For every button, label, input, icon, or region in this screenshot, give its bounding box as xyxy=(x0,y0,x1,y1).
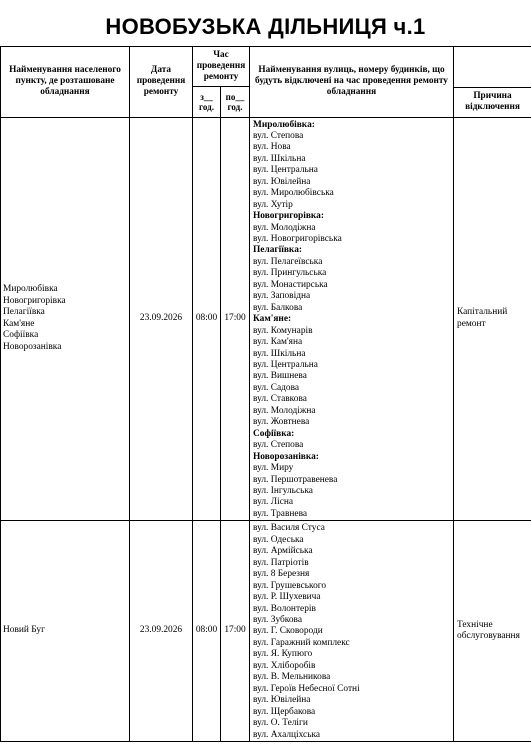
street-name: вул. Новогригорівська xyxy=(253,234,342,245)
header-time: Час проведення ремонту xyxy=(193,47,250,87)
street-name: вул. Першотравенева xyxy=(253,474,338,485)
reason-cell: Технічне обслуговування xyxy=(454,521,531,742)
street-name: вул. Ставкова xyxy=(253,394,307,405)
street-name: вул. Шкільна xyxy=(253,153,306,164)
street-name: вул. Степова xyxy=(253,130,304,141)
street-name: вул. Грушевського xyxy=(253,580,327,591)
streets-cell xyxy=(250,117,454,521)
street-name: вул. Ювілейна xyxy=(253,695,311,706)
locality-name: Новорозанівка xyxy=(3,341,62,352)
date-cell: 23.09.2026 xyxy=(130,521,193,742)
street-name: вул. Щербакова xyxy=(253,706,316,717)
street-name: вул. Армійська xyxy=(253,546,313,557)
village-heading: Миролюбівка: xyxy=(253,119,315,130)
street-name: вул. Миру xyxy=(253,463,294,474)
street-name: вул. Лісна xyxy=(253,497,294,508)
street-name: вул. Балкова xyxy=(253,302,303,313)
street-name: вул. Одеська xyxy=(253,534,304,545)
street-name: вул. Волонтерів xyxy=(253,603,316,614)
locality-cell xyxy=(1,117,130,521)
street-name: вул. Вишнева xyxy=(253,371,307,382)
locality-name: Софіївка xyxy=(3,330,39,341)
street-name: вул. Центральна xyxy=(253,165,318,176)
street-name: вул. Пелагеївська xyxy=(253,256,323,267)
street-name: вул. Комунарів xyxy=(253,325,313,336)
street-name: вул. Садова xyxy=(253,382,300,393)
header-streets: Найменування вулиць, номеру будинків, що будуть відключені на час проведення ремонту обладнання xyxy=(250,47,454,118)
locality-name: Пелагіївка xyxy=(3,307,45,318)
street-name: вул. Шкільна xyxy=(253,348,306,359)
village-heading: Софіївка: xyxy=(253,428,295,439)
street-name: вул. Степова xyxy=(253,440,304,451)
street-name: вул. Кам'яна xyxy=(253,337,303,348)
time-from-cell: 08:00 xyxy=(193,117,221,521)
street-name: вул. Хутір xyxy=(253,199,293,210)
header-date: Дата проведення ремонту xyxy=(130,47,193,118)
locality-name: Кам'яне xyxy=(3,318,35,329)
street-name: вул. Р. Шухевича xyxy=(253,592,321,603)
header-locality: Найменування населеного пункту, де розташоване обладнання xyxy=(1,47,130,118)
header-reason-blank xyxy=(454,47,531,87)
street-name: вул. Ювілейна xyxy=(253,176,311,187)
locality-cell xyxy=(1,521,130,742)
header-from: з__ год. xyxy=(193,87,221,118)
street-name: вул. Монастирська xyxy=(253,279,328,290)
village-heading: Новогригорівка: xyxy=(253,211,324,222)
street-name: вул. Зубкова xyxy=(253,614,303,625)
header-to: по__ год. xyxy=(221,87,250,118)
street-name: вул. Патріотів xyxy=(253,557,309,568)
header-reason: Причина відключення xyxy=(454,87,531,117)
street-name: вул. Прингульська xyxy=(253,268,327,279)
table-row xyxy=(1,521,531,742)
street-name: вул. Центральна xyxy=(253,360,318,371)
street-name: вул. Миролюбівська xyxy=(253,188,334,199)
street-name: вул. Травнева xyxy=(253,508,308,519)
streets-cell xyxy=(250,521,454,742)
date-cell: 23.09.2026 xyxy=(130,117,193,521)
time-to-cell: 17:00 xyxy=(221,117,250,521)
street-name: вул. Я. Купюго xyxy=(253,649,313,660)
street-name: вул. Інгульська xyxy=(253,486,313,496)
village-heading: Пелагіївка: xyxy=(253,245,302,256)
reason-cell: Капітальний ремонт xyxy=(454,117,531,521)
street-name: вул. Г. Сковороди xyxy=(253,626,323,637)
street-name: вул. В. Мельникова xyxy=(253,672,331,683)
schedule-table xyxy=(0,46,531,742)
page-title: НОВОБУЗЬКА ДІЛЬНИЦЯ ч.1 xyxy=(105,14,426,39)
street-name: вул. 8 Березня xyxy=(253,569,310,580)
street-name: вул. Василя Стуса xyxy=(253,523,325,534)
street-name: вул. Гаражний комплекс xyxy=(253,637,350,648)
street-name: вул. Героїв Небесної Сотні xyxy=(253,683,360,694)
locality-name: Миролюбівка xyxy=(3,284,58,295)
street-name: вул. Ахалціхська xyxy=(253,729,321,740)
street-name: вул. Молодіжна xyxy=(253,405,316,416)
street-name: вул. Нова xyxy=(253,142,291,153)
village-heading: Кам'яне: xyxy=(253,314,292,325)
street-name: вул. Молодіжна xyxy=(253,222,316,233)
village-heading: Новорозанівка: xyxy=(253,451,319,462)
street-name: вул. Заповідна xyxy=(253,291,311,302)
street-name: вул. Хліборобів xyxy=(253,660,316,671)
time-from-cell: 08:00 xyxy=(193,521,221,742)
locality-name: Новогригорівка xyxy=(3,295,66,306)
table-row xyxy=(1,117,531,521)
locality-name: Новий Буг xyxy=(3,625,45,636)
street-name: вул. Жовтнева xyxy=(253,417,310,428)
street-name: вул. О. Теліги xyxy=(253,718,308,729)
time-to-cell: 17:00 xyxy=(221,521,250,742)
